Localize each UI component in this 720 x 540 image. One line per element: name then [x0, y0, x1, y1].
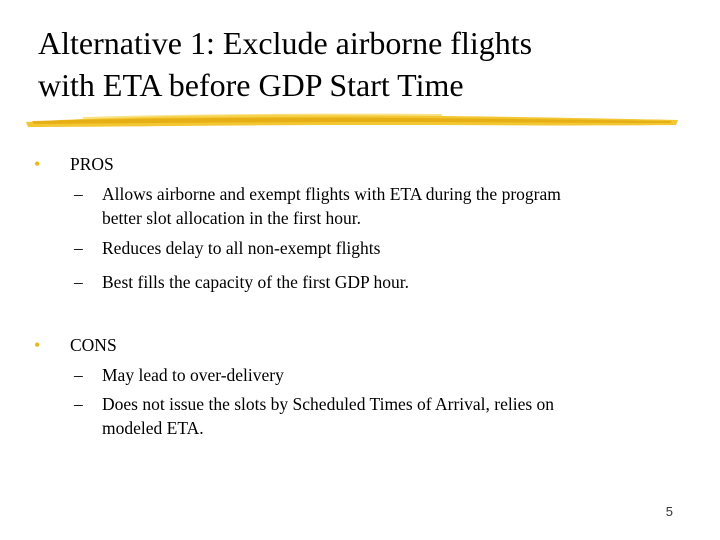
- slide-title-line-1: Alternative 1: Exclude airborne flights: [38, 25, 533, 61]
- pros-item-2: [74, 236, 674, 260]
- cons-item-1: [74, 363, 674, 387]
- pros-item-1-dash: –: [74, 184, 83, 204]
- cons-item-2-line-1: Does not issue the slots by Scheduled Times of Arrival, relies on: [102, 394, 555, 414]
- cons-bullet: [34, 333, 674, 357]
- pros-item-1-line-2: better slot allocation in the first hour.: [102, 208, 362, 228]
- pros-bullet-dot: •: [34, 154, 41, 174]
- pros-item-3-line-1: Best fills the capacity of the first GDP hour.: [102, 272, 410, 292]
- pros-bullet: [34, 152, 674, 176]
- pros-item-2-line-1: Reduces delay to all non-exempt flights: [102, 238, 381, 258]
- cons-item-1-line-1: May lead to over-delivery: [102, 365, 284, 385]
- pros-item-1: [74, 182, 674, 230]
- slide-title-line-2: with ETA before GDP Start Time: [38, 67, 464, 103]
- cons-label: CONS: [70, 335, 117, 355]
- cons-item-1-dash: –: [74, 365, 83, 385]
- cons-item-2: [74, 392, 674, 440]
- pros-item-3-dash: –: [74, 272, 83, 292]
- cons-item-2-line-2: modeled ETA.: [102, 418, 204, 438]
- title-brush-underline: [22, 108, 682, 134]
- cons-bullet-dot: •: [34, 335, 41, 355]
- pros-label: PROS: [70, 154, 114, 174]
- cons-item-2-dash: –: [74, 394, 83, 414]
- slide-title: [38, 22, 698, 106]
- pros-item-2-dash: –: [74, 238, 83, 258]
- page-number: 5: [665, 504, 673, 519]
- pros-item-3: [74, 270, 674, 294]
- pros-item-1-line-1: Allows airborne and exempt flights with ETA during the program: [102, 184, 561, 204]
